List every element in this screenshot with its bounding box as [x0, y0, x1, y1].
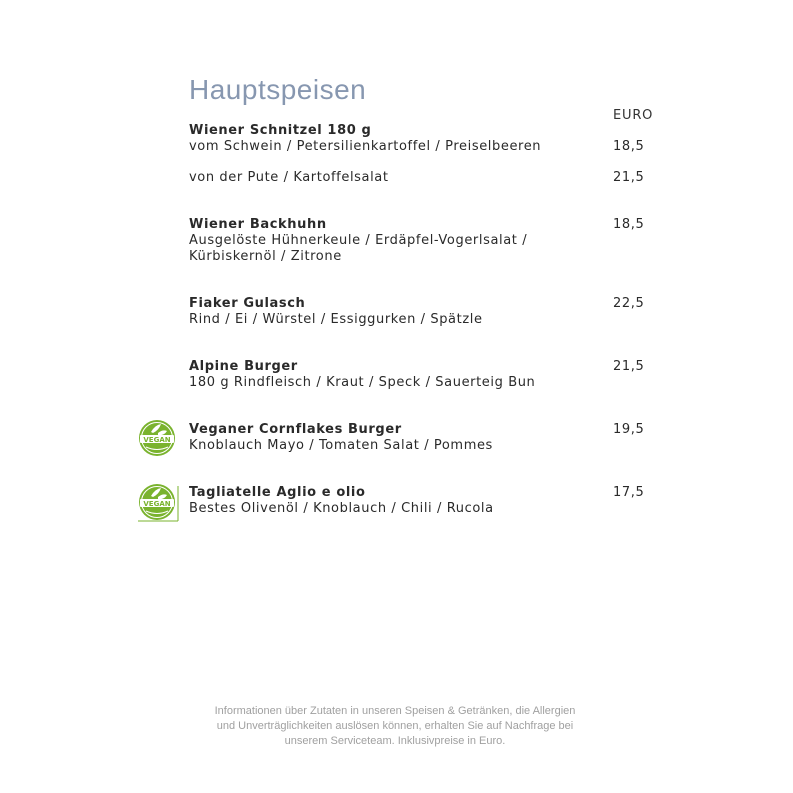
menu-item-schnitzel	[189, 123, 659, 155]
vegan-badge-icon	[137, 418, 179, 458]
item-description: Ausgelöste Hühnerkeule / Erdäpfel-Vogerlsalat /	[189, 233, 528, 248]
item-description: von der Pute / Kartoffelsalat	[189, 170, 389, 185]
item-price: 21,5	[613, 170, 645, 185]
item-price: 19,5	[613, 422, 645, 437]
item-name: Tagliatelle Aglio e olio	[189, 485, 366, 500]
footer-line: Informationen über Zutaten in unseren Speisen & Getränken, die Allergien	[214, 705, 576, 717]
item-name: Wiener Schnitzel 180 g	[189, 123, 372, 138]
item-name: Alpine Burger	[189, 359, 298, 374]
allergen-footer-note	[180, 704, 610, 749]
item-description: Knoblauch Mayo / Tomaten Salat / Pommes	[189, 438, 493, 453]
item-price: 18,5	[613, 139, 645, 154]
item-description: Bestes Olivenöl / Knoblauch / Chili / Rucola	[189, 501, 494, 516]
vegan-badge-icon	[137, 482, 179, 522]
item-name: Wiener Backhuhn	[189, 217, 327, 232]
vegan-label: VEGAN	[143, 500, 171, 508]
menu-item-tagliatelle	[189, 485, 659, 517]
menu-item-gulasch	[189, 296, 659, 328]
item-description: 180 g Rindfleisch / Kraut / Speck / Sauerteig Bun	[189, 375, 536, 390]
vegan-label: VEGAN	[143, 436, 171, 444]
item-name: Veganer Cornflakes Burger	[189, 422, 402, 437]
menu-item-backhuhn	[189, 217, 659, 265]
item-price: 18,5	[613, 217, 645, 232]
menu-item-alpine-burger	[189, 359, 659, 391]
currency-label: EURO	[613, 108, 654, 123]
item-description: vom Schwein / Petersilienkartoffel / Preiselbeeren	[189, 139, 542, 154]
item-price: 22,5	[613, 296, 645, 311]
menu-item-schnitzel-pute	[189, 170, 659, 186]
footer-line: und Unverträglichkeiten auslösen können, erhalten Sie auf Nachfrage bei	[216, 720, 574, 732]
footer-line: unserem Serviceteam. Inklusivpreise in Euro.	[284, 735, 506, 747]
item-description-cont: Kürbiskernöl / Zitrone	[189, 249, 342, 264]
item-description: Rind / Ei / Würstel / Essiggurken / Spätzle	[189, 312, 483, 327]
item-name: Fiaker Gulasch	[189, 296, 306, 311]
menu-item-vegan-burger	[189, 422, 659, 454]
item-price: 17,5	[613, 485, 645, 500]
menu-title: Hauptspeisen	[189, 74, 367, 105]
item-price: 21,5	[613, 359, 645, 374]
